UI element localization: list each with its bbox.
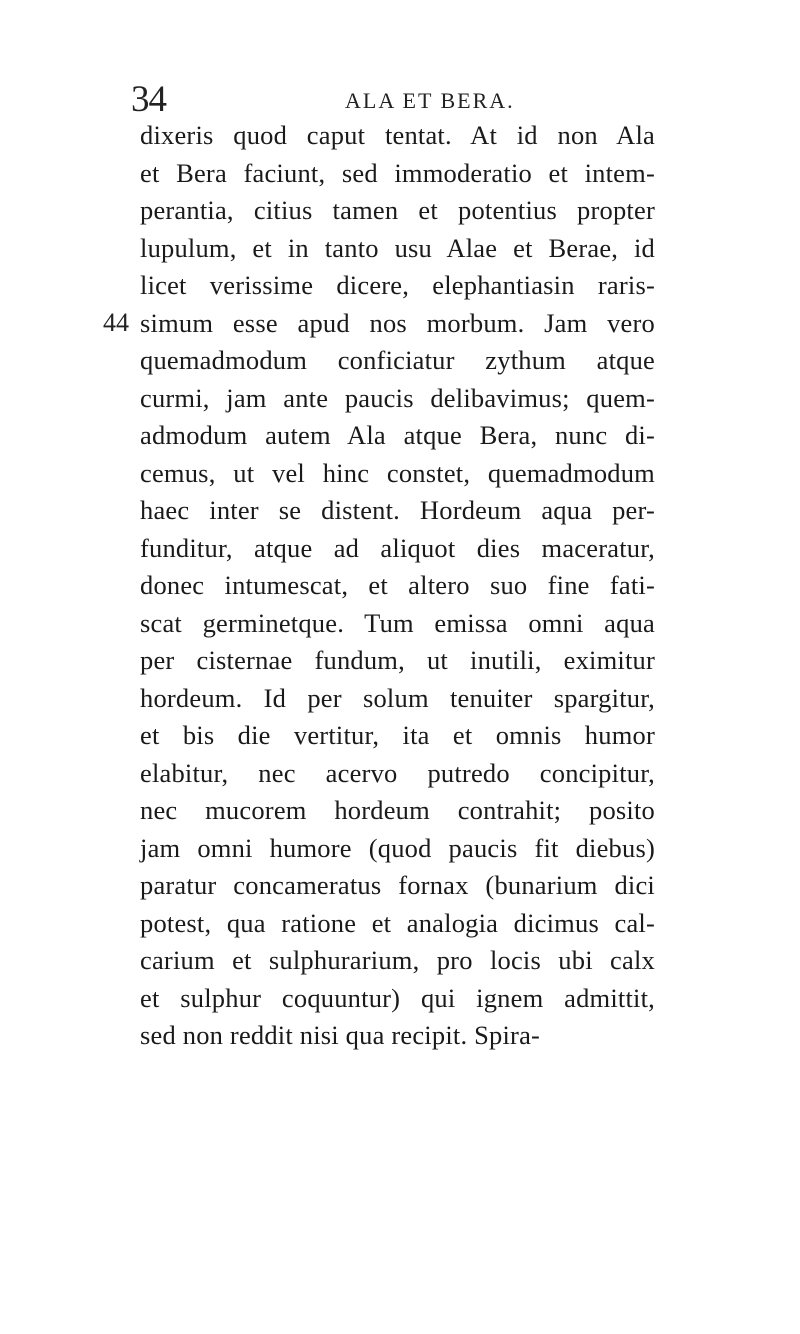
text-line: funditur, atque ad aliquot dies maceratur, — [140, 532, 655, 563]
text-line: elabitur, nec acervo putredo concipitur, — [140, 757, 655, 788]
text-line: lupulum, et in tanto usu Alae et Berae, id — [140, 232, 655, 263]
text-line: haec inter se distent. Hordeum aqua per- — [140, 495, 655, 525]
text-line: scat germinetque. Tum emissa omni aqua — [140, 607, 655, 638]
text-line: et Bera faciunt, sed immoderatio et intem- — [140, 157, 655, 188]
text-line: cemus, ut vel hinc constet, quemadmodum — [140, 457, 655, 488]
text-line: hordeum. Id per solum tenuiter spargitur, — [140, 682, 655, 713]
margin-line-number: 44 — [103, 308, 129, 337]
text-line: quemadmodum conficiatur zythum atque — [140, 345, 655, 375]
text-line: jam omni humore (quod paucis fit diebus) — [140, 832, 655, 863]
text-line: licet verissime dicere, elephantiasin raris- — [140, 270, 655, 300]
text-line: perantia, citius tamen et potentius propter — [140, 195, 655, 225]
text-line: admodum autem Ala atque Bera, nunc di- — [140, 420, 655, 450]
text-line: donec intumescat, et altero suo fine fati- — [140, 570, 655, 600]
page-number: 34 — [131, 79, 166, 120]
body-text — [140, 117, 655, 1055]
text-line: sed non reddit nisi qua recipit. Spira- — [140, 1020, 541, 1050]
text-line: curmi, jam ante paucis delibavimus; quem- — [140, 382, 655, 413]
text-line: dixeris quod caput tentat. At id non Ala — [140, 120, 655, 150]
text-line: per cisternae fundum, ut inutili, eximitur — [140, 645, 655, 675]
text-line: nec mucorem hordeum contrahit; posito — [140, 795, 655, 825]
text-line: et sulphur coquuntur) qui ignem admittit, — [140, 982, 655, 1013]
text-line: et bis die vertitur, ita et omnis humor — [140, 720, 655, 750]
text-line: paratur concameratus fornax (bunarium dici — [140, 870, 655, 900]
text-line: potest, qua ratione et analogia dicimus cal- — [140, 907, 655, 938]
running-head: ALA ET BERA. — [345, 88, 515, 113]
text-line: simum esse apud nos morbum. Jam vero — [140, 307, 655, 338]
text-line: carium et sulphurarium, pro locis ubi calx — [140, 945, 655, 975]
